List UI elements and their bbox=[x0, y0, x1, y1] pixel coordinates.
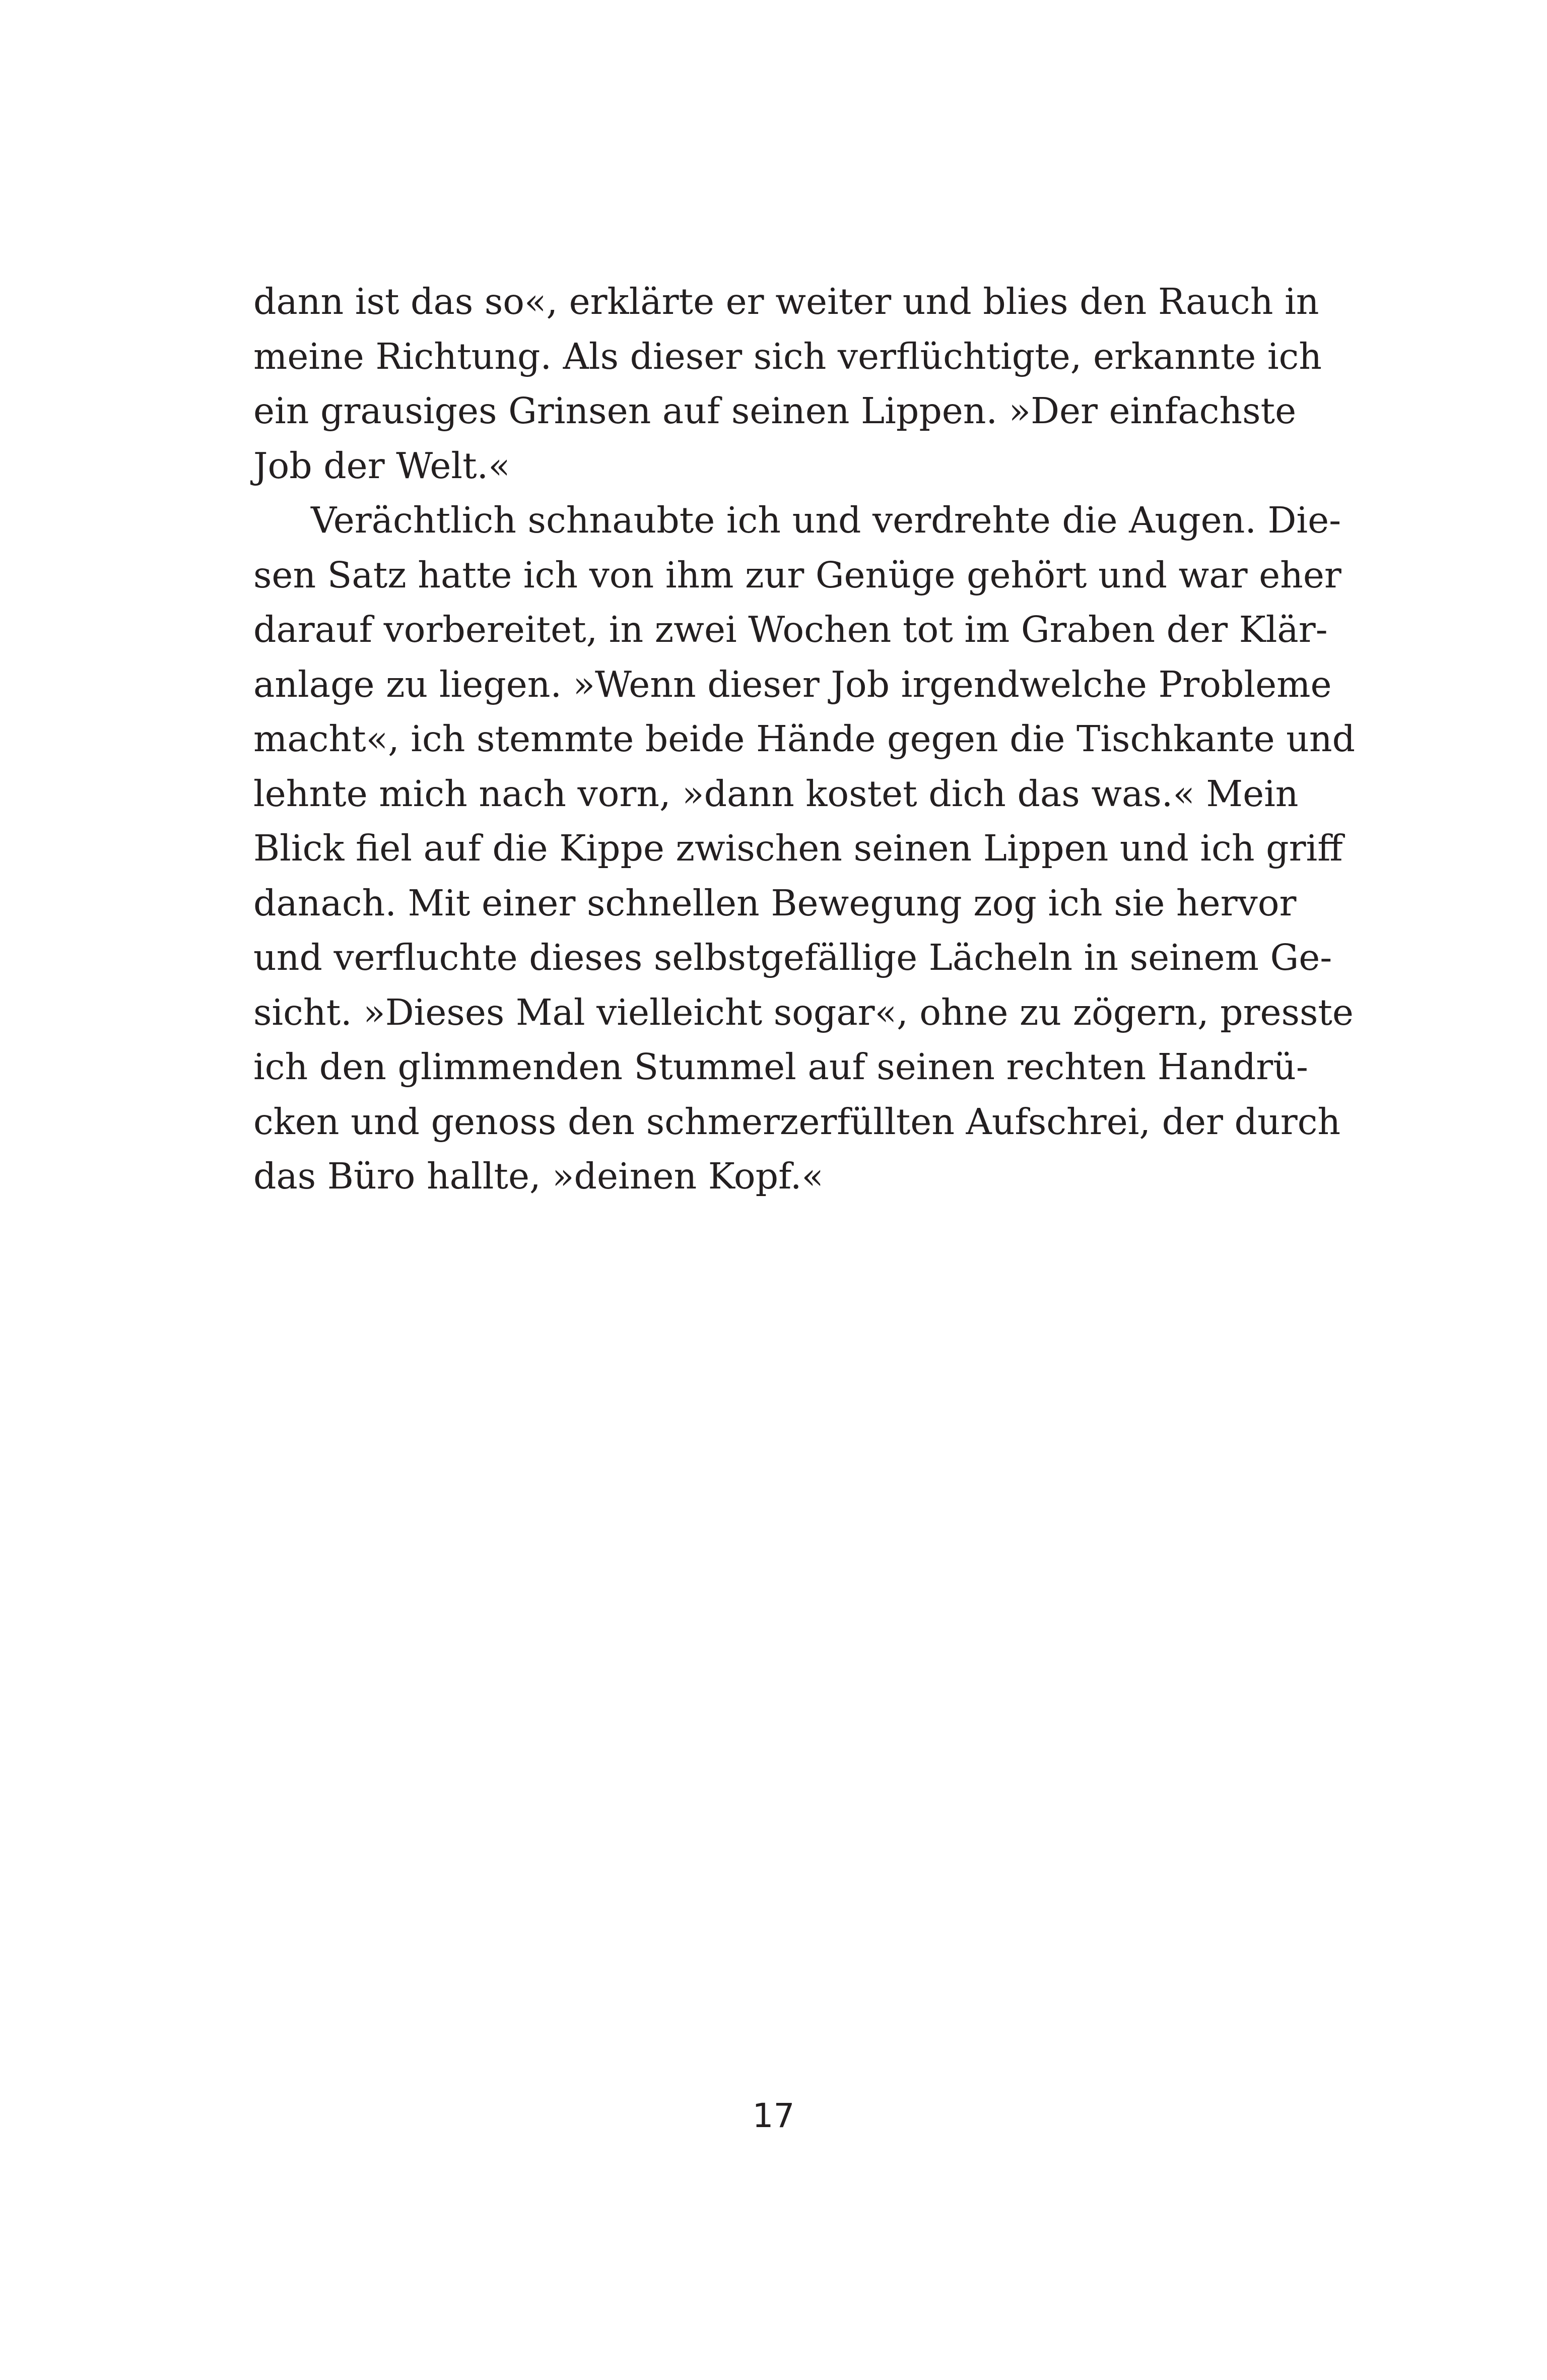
text-line: Job der Welt.« bbox=[253, 444, 510, 487]
text-line: meine Richtung. Als dieser sich verflüchtigte, erkannte ich bbox=[253, 335, 1322, 377]
text-line: ein grausiges Grinsen auf seinen Lippen. »Der einfachste bbox=[253, 390, 1297, 432]
page-number: 17 bbox=[752, 2096, 795, 2135]
text-line: darauf vorbereitet, in zwei Wochen tot im Graben der Klär- bbox=[253, 609, 1328, 650]
text-line: sicht. »Dieses Mal vielleicht sogar«, ohne zu zögern, presste bbox=[253, 991, 1354, 1033]
text-line: dann ist das so«, erklärte er weiter und blies den Rauch in bbox=[253, 281, 1319, 322]
text-line: lehnte mich nach vorn, »dann kostet dich das was.« Mein bbox=[253, 772, 1299, 815]
text-line: macht«, ich stemmte beide Hände gegen die Tischkante und bbox=[253, 718, 1356, 760]
text-line: danach. Mit einer schnellen Bewegung zog ich sie hervor bbox=[253, 882, 1297, 924]
text-line: sen Satz hatte ich von ihm zur Genüge gehört und war eher bbox=[253, 554, 1341, 596]
text-line: ich den glimmenden Stummel auf seinen rechten Handrü- bbox=[253, 1046, 1308, 1088]
text-line: Verächtlich schnaubte ich und verdrehte die Augen. Die- bbox=[311, 499, 1341, 541]
text-line: das Büro hallte, »deinen Kopf.« bbox=[253, 1155, 824, 1197]
text-line: Blick fiel auf die Kippe zwischen seinen Lippen und ich griff bbox=[253, 827, 1343, 869]
body-text bbox=[253, 275, 1356, 1204]
text-line: anlage zu liegen. »Wenn dieser Job irgendwelche Probleme bbox=[253, 663, 1332, 705]
text-line: und verfluchte dieses selbstgefällige Lächeln in seinem Ge- bbox=[253, 937, 1332, 978]
text-line: cken und genoss den schmerzerfüllten Aufschrei, der durch bbox=[253, 1100, 1341, 1143]
